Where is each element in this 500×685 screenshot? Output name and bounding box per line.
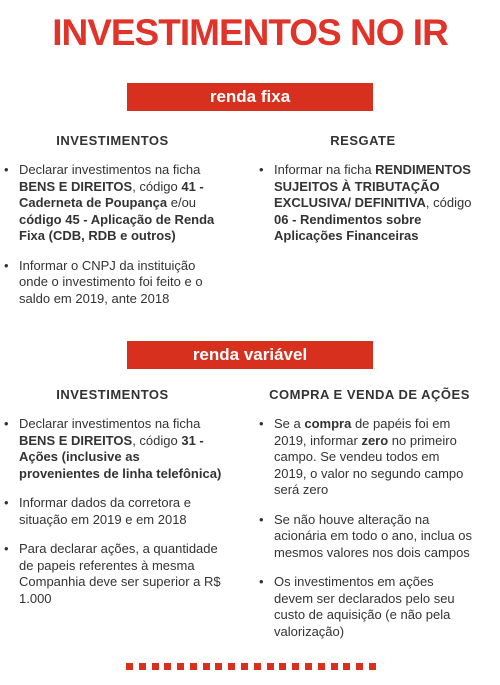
divider-dot <box>292 663 299 670</box>
bullet-icon: • <box>259 574 264 589</box>
text: , código <box>132 178 182 194</box>
divider-dot <box>331 663 338 670</box>
bullet-icon: • <box>4 541 9 556</box>
banner-renda-variavel: renda variável <box>127 341 373 369</box>
text: Declarar investimentos na ficha <box>19 162 201 177</box>
column-header-resgate: RESGATE <box>330 133 396 148</box>
column-header-compra-venda: COMPRA E VENDA DE AÇÕES <box>269 387 470 402</box>
divider-dot <box>164 663 171 670</box>
bullet-icon: • <box>259 416 264 431</box>
bold-text: RENDIMENTOS SUJEITOS À TRIBUTAÇÃO EXCLUSIVA/ DEFINITIVA <box>274 162 471 210</box>
list-item <box>3 416 223 482</box>
list-item <box>3 495 223 528</box>
bullet-icon: • <box>259 162 264 177</box>
divider-dot <box>139 663 146 670</box>
text: Informar o CNPJ da instituição onde o investimento foi feito e o saldo em 2019, ante 2018 <box>19 257 203 306</box>
bullet-icon: • <box>259 511 264 527</box>
text: , código <box>425 195 472 210</box>
bullet-icon: • <box>4 162 9 177</box>
divider-dot <box>190 663 197 670</box>
divider-dot <box>267 663 274 670</box>
bullet-icon: • <box>4 416 9 431</box>
bold-text: BENS E DIREITOS <box>19 178 133 194</box>
text: no primeiro campo. Se vendeu todos em 2019, o valor no segundo campo será zero <box>274 432 464 497</box>
text: Se não houve alteração na acionária em todo o ano, inclua os mesmos valores nos dois campos <box>274 511 473 560</box>
divider-dot <box>305 663 312 670</box>
text: Se a <box>274 416 305 431</box>
bold-text: 31 - Ações (inclusive as provenientes de linha telefônica) <box>19 432 222 481</box>
divider-dot <box>254 663 261 670</box>
text: Para declarar ações, a quantidade de papeis referentes à mesma Companhia deve ser superior a R$ 1.000 <box>19 541 221 606</box>
divider-dot <box>203 663 210 670</box>
text: e/ou <box>167 195 197 210</box>
divider-dot <box>241 663 248 670</box>
list-renda-fixa-investimentos <box>3 162 223 320</box>
list-renda-fixa-resgate <box>258 162 473 258</box>
text: Informar na ficha <box>274 162 376 177</box>
divider-dot <box>215 663 222 670</box>
list-item <box>258 512 473 562</box>
banner-renda-fixa: renda fixa <box>127 83 373 111</box>
list-item <box>3 541 223 607</box>
divider-dot <box>356 663 363 670</box>
list-item <box>258 162 473 245</box>
bold-text: código 45 - Aplicação de Renda Fixa (CDB, RDB e outros) <box>19 211 215 243</box>
text: Declarar investimentos na ficha <box>19 416 201 431</box>
divider-dot <box>126 663 133 670</box>
divider-dot <box>152 663 159 670</box>
bold-text: 41 - Caderneta de Poupança <box>19 178 204 210</box>
list-renda-variavel-compra-venda <box>258 416 473 653</box>
divider-dot <box>177 663 184 670</box>
text: de papéis foi em 2019, informar <box>274 416 451 448</box>
list-item <box>258 574 473 640</box>
list-item <box>3 162 223 245</box>
page-title: INVESTIMENTOS NO IR <box>52 12 448 53</box>
divider-dot <box>279 663 286 670</box>
divider-dot <box>228 663 235 670</box>
list-item <box>258 416 473 499</box>
text: , código <box>132 432 182 448</box>
dotted-divider <box>126 663 376 670</box>
list-renda-variavel-investimentos <box>3 416 223 620</box>
text: Os investimentos em ações devem ser declarados pelo seu custo de aquisição (e não pela valorização) <box>274 574 455 639</box>
text: Informar dados da corretora e situação em 2019 e em 2018 <box>19 495 191 527</box>
bullet-icon: • <box>4 257 9 273</box>
divider-dot <box>318 663 325 670</box>
bullet-icon: • <box>4 495 9 510</box>
bold-text: compra <box>304 416 352 431</box>
bold-text: 06 - Rendimentos sobre Aplicações Financeiras <box>274 211 422 243</box>
divider-dot <box>369 663 376 670</box>
bold-text: BENS E DIREITOS <box>19 432 133 448</box>
bold-text: zero <box>361 432 389 448</box>
column-header-investimentos: INVESTIMENTOS <box>56 133 169 148</box>
column-header-investimentos-variavel: INVESTIMENTOS <box>56 387 169 402</box>
divider-dot <box>343 663 350 670</box>
list-item <box>3 258 223 308</box>
